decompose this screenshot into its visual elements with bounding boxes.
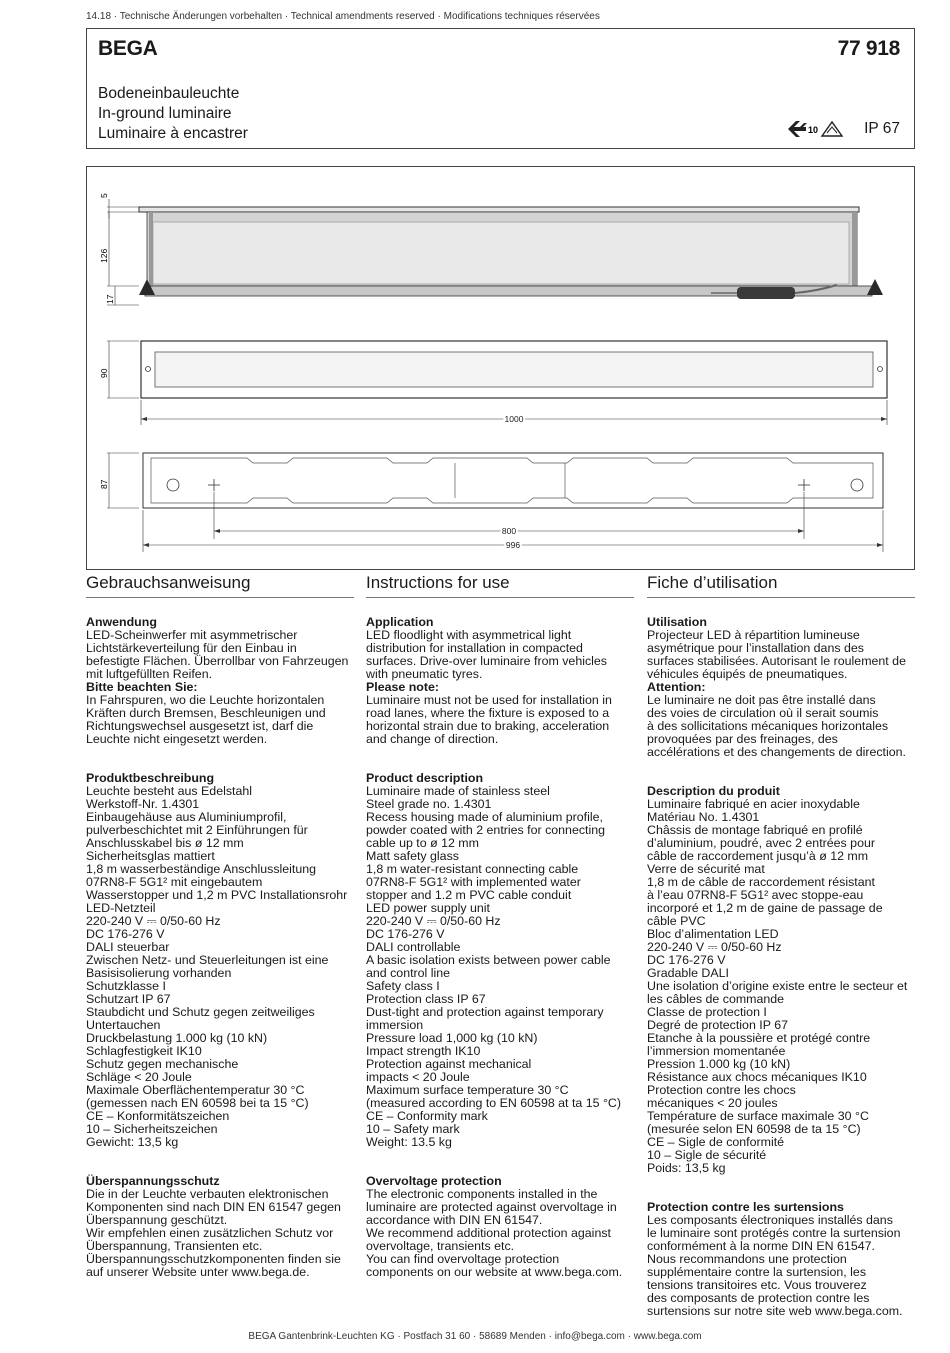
technical-drawing	[86, 166, 915, 570]
text-line: Lichtstärkeverteilung für den Einbau in	[86, 641, 297, 655]
text-line: Impact strength IK10	[366, 1044, 481, 1058]
text-line: Untertauchen	[86, 1018, 161, 1032]
text-line: distribution for installation in compacted	[366, 641, 583, 655]
text-line: 10 – Safety mark	[366, 1122, 460, 1136]
text-line: Überspannungsschutzkomponenten finden sie	[86, 1252, 341, 1266]
text-line: mécaniques < 20 joules	[647, 1096, 778, 1110]
column-heading: Gebrauchsanweisung	[86, 572, 354, 598]
text-line: with pneumatic tyres.	[366, 667, 483, 681]
text-line: Wasserstopper und 1,2 m PVC Installationsrohr	[86, 888, 348, 902]
text-line: pulverbeschichtet mit 2 Einführungen für	[86, 823, 308, 837]
text-line: Sicherheitsglas mattiert	[86, 849, 215, 863]
text-line: des composants de protection contre les	[647, 1291, 870, 1305]
section-title: Utilisation	[647, 615, 707, 629]
text-line: Résistance aux chocs mécaniques IK10	[647, 1070, 867, 1084]
base-view	[99, 453, 883, 552]
text-line: surfaces. Drive-over luminaire from vehicles	[366, 654, 608, 668]
text-line: road lanes, where the fixture is exposed to a	[366, 706, 610, 720]
dim-base-height: 87	[99, 479, 109, 489]
text-line: surtensions sur notre site web www.bega.com.	[647, 1304, 903, 1318]
dim-front-height: 90	[99, 368, 109, 378]
text-line: Pression 1.000 kg (10 kN)	[647, 1057, 791, 1071]
text-line: powder coated with 2 entries for connecting	[366, 823, 606, 837]
text-line: In Fahrspuren, wo die Leuchte horizontalen	[86, 693, 325, 707]
section-title: Attention:	[647, 680, 706, 694]
brand-name: BEGA	[98, 37, 158, 60]
section-spacer	[366, 1149, 634, 1175]
column-fr	[647, 572, 915, 1318]
text-line: Luminaire fabriqué en acier inoxydable	[647, 797, 860, 811]
text-line: Gradable DALI	[647, 966, 729, 980]
title-de: Bodeneinbauleuchte	[98, 85, 240, 102]
text-line: Kräften durch Bremsen, Beschleunigen und	[86, 706, 326, 720]
section-title: Produktbeschreibung	[86, 771, 215, 785]
text-line: Weight: 13.5 kg	[366, 1135, 452, 1149]
dim-base-length: 996	[505, 540, 521, 550]
text-line: Überspannung geschützt.	[86, 1213, 228, 1227]
text-line: provoquées par des freinages, des	[647, 732, 838, 746]
text-line: A basic isolation exists between power cable	[366, 953, 611, 967]
text-line: 220-240 V ⎓ 0/50-60 Hz	[366, 914, 501, 928]
text-line: Komponenten sind nach DIN EN 61547 gegen	[86, 1200, 341, 1214]
text-line: 1,8 m water-resistant connecting cable	[366, 862, 579, 876]
text-line: accordance with DIN EN 61547.	[366, 1213, 543, 1227]
text-line: (gemessen nach EN 60598 bei ta 15 °C)	[86, 1096, 309, 1110]
text-line: accélérations et des changements de direction.	[647, 745, 906, 759]
column-de	[86, 572, 354, 1279]
dim-front-length: 1000	[504, 414, 524, 424]
text-line: véhicules équipés de pneumatiques.	[647, 667, 848, 681]
text-line: les câbles de commande	[647, 992, 785, 1006]
text-line: overvoltage, transients etc.	[366, 1239, 515, 1253]
text-line: Le luminaire ne doit pas être installé dans	[647, 693, 876, 707]
text-line: Basisisolierung vorhanden	[86, 966, 232, 980]
text-line: Dust-tight and protection against temporary	[366, 1005, 604, 1019]
text-line: DALI steuerbar	[86, 940, 170, 954]
section-spacer	[647, 1175, 915, 1201]
ip-rating: IP 67	[864, 120, 900, 137]
text-line: (mesurée selon EN 60598 de ta 15 °C)	[647, 1122, 861, 1136]
text-line: cable up to ø 12 mm	[366, 836, 479, 850]
text-line: Une isolation d’origine existe entre le secteur et	[647, 979, 908, 993]
text-line: Schutzart IP 67	[86, 992, 171, 1006]
text-line: and change of direction.	[366, 732, 499, 746]
title-fr: Luminaire à encastrer	[98, 125, 248, 142]
text-line: Les composants électroniques installés dans	[647, 1213, 893, 1227]
text-line: Gewicht: 13,5 kg	[86, 1135, 179, 1149]
text-line: Schläge < 20 Joule	[86, 1070, 192, 1084]
section-title: Application	[366, 615, 434, 629]
header-box	[86, 28, 915, 149]
section-title: Anwendung	[86, 615, 157, 629]
enec-mark-icon	[786, 119, 844, 139]
text-line: Recess housing made of aluminium profile,	[366, 810, 603, 824]
text-line: CE – Konformitätszeichen	[86, 1109, 230, 1123]
text-line: Degré de protection IP 67	[647, 1018, 788, 1032]
text-line: We recommend additional protection against	[366, 1226, 611, 1240]
text-line: Maximum surface temperature 30 °C	[366, 1083, 569, 1097]
text-line: impacts < 20 Joule	[366, 1070, 470, 1084]
text-line: Nous recommandons une protection	[647, 1252, 847, 1266]
revision-note: 14.18 · Technische Änderungen vorbehalten · Technical amendments reserved · Modifications techniques réservées	[86, 11, 600, 22]
column-en	[366, 572, 634, 1279]
text-line: Die in der Leuchte verbauten elektronischen	[86, 1187, 329, 1201]
text-line: Werkstoff-Nr. 1.4301	[86, 797, 200, 811]
enec-number: 10	[808, 125, 819, 135]
text-line: 1,8 m wasserbeständige Anschlussleitung	[86, 862, 317, 876]
text-line: Maximale Oberflächentemperatur 30 °C	[86, 1083, 305, 1097]
text-line: Zwischen Netz- und Steuerleitungen ist eine	[86, 953, 329, 967]
text-line: components on our website at www.bega.com.	[366, 1265, 623, 1279]
column-heading: Instructions for use	[366, 572, 634, 598]
text-line: Richtungswechsel ausgesetzt ist, darf die	[86, 719, 314, 733]
text-line: Matt safety glass	[366, 849, 459, 863]
text-line: 1,8 m de câble de raccordement résistant	[647, 875, 875, 889]
text-line: CE – Conformity mark	[366, 1109, 488, 1123]
text-line: Protection class IP 67	[366, 992, 486, 1006]
text-line: Luminaire made of stainless steel	[366, 784, 550, 798]
section-spacer	[647, 759, 915, 785]
text-line: DC 176-276 V	[366, 927, 445, 941]
dim-base-inner: 800	[501, 526, 517, 536]
text-line: LED power supply unit	[366, 901, 490, 915]
dim-side-top: 5	[99, 193, 109, 198]
text-line: incorporé et 1,2 m de gaine de passage de	[647, 901, 883, 915]
text-line: Einbaugehäuse aus Aluminiumprofil,	[86, 810, 287, 824]
text-line: Schutz gegen mechanische	[86, 1057, 239, 1071]
text-line: Projecteur LED à répartition lumineuse	[647, 628, 860, 642]
text-line: 07RN8-F 5G1² mit eingebautem	[86, 875, 263, 889]
text-line: l’immersion momentanée	[647, 1044, 786, 1058]
text-line: Schutzklasse I	[86, 979, 166, 993]
text-line: conformément à la norme DIN EN 61547.	[647, 1239, 875, 1253]
text-line: Matériau No. 1.4301	[647, 810, 760, 824]
text-line: 07RN8-F 5G1² with implemented water	[366, 875, 581, 889]
section-title: Überspannungsschutz	[86, 1174, 220, 1188]
section-title: Product description	[366, 771, 484, 785]
text-line: DALI controllable	[366, 940, 461, 954]
text-line: stopper and 1.2 m PVC cable conduit	[366, 888, 572, 902]
section-title: Please note:	[366, 680, 439, 694]
text-line: auf unserer Website unter www.bega.de.	[86, 1265, 310, 1279]
text-line: Steel grade no. 1.4301	[366, 797, 492, 811]
text-line: des voies de circulation où il serait soumis	[647, 706, 879, 720]
text-line: LED-Netzteil	[86, 901, 156, 915]
footer-address: BEGA Gantenbrink-Leuchten KG · Postfach 31 60 · 58689 Menden · info@bega.com · www.bega.com	[248, 1331, 702, 1342]
text-line: You can find overvoltage protection	[366, 1252, 560, 1266]
front-view	[99, 341, 887, 425]
text-line: 220-240 V ⎓ 0/50-60 Hz	[647, 940, 782, 954]
text-line: câble PVC	[647, 914, 706, 928]
text-line: Leuchte besteht aus Edelstahl	[86, 784, 253, 798]
dim-side-height: 126	[99, 248, 109, 263]
section-title: Protection contre les surtensions	[647, 1200, 844, 1214]
text-line: à l’eau 07RN8-F 5G1² avec stoppe-eau	[647, 888, 864, 902]
text-line: LED floodlight with asymmetrical light	[366, 628, 572, 642]
text-line: horizontal strain due to braking, acceleration	[366, 719, 610, 733]
text-line: Druckbelastung 1.000 kg (10 kN)	[86, 1031, 268, 1045]
text-line: Pressure load 1,000 kg (10 kN)	[366, 1031, 538, 1045]
side-view	[99, 193, 883, 305]
text-line: (measured according to EN 60598 at ta 15 °C)	[366, 1096, 621, 1110]
text-line: LED-Scheinwerfer mit asymmetrischer	[86, 628, 298, 642]
text-line: Châssis de montage fabriqué en profilé	[647, 823, 863, 837]
text-line: Wir empfehlen einen zusätzlichen Schutz vor	[86, 1226, 334, 1240]
text-line: câble de raccordement jusqu’à ø 12 mm	[647, 849, 869, 863]
text-line: 10 – Sigle de sécurité	[647, 1148, 767, 1162]
certification-marks	[786, 119, 900, 139]
dim-side-bottom: 17	[105, 294, 115, 304]
text-line: CE – Sigle de conformité	[647, 1135, 785, 1149]
text-line: luminaire are protected against overvoltage in	[366, 1200, 617, 1214]
text-line: Leuchte nicht eingesetzt werden.	[86, 732, 268, 746]
text-line: d’aluminium, poudré, avec 2 entrées pour	[647, 836, 875, 850]
column-heading: Fiche d’utilisation	[647, 572, 915, 598]
text-line: le luminaire sont protégés contre la surtension	[647, 1226, 901, 1240]
text-line: befestigte Flächen. Überrollbar von Fahrzeugen	[86, 654, 349, 668]
text-line: Classe de protection I	[647, 1005, 767, 1019]
text-line: Staubdicht und Schutz gegen zeitweiliges	[86, 1005, 315, 1019]
text-line: immersion	[366, 1018, 424, 1032]
product-titles	[98, 84, 248, 144]
text-line: Etanche à la poussière et protégé contre	[647, 1031, 871, 1045]
text-line: Poids: 13,5 kg	[647, 1161, 726, 1175]
text-line: tensions transitoires etc. Vous trouverez	[647, 1278, 867, 1292]
text-line: Schlagfestigkeit IK10	[86, 1044, 202, 1058]
text-line: Protection contre les chocs	[647, 1083, 796, 1097]
section-title: Description du produit	[647, 784, 780, 798]
text-line: Anschlusskabel bis ø 12 mm	[86, 836, 244, 850]
text-line: Température de surface maximale 30 °C	[647, 1109, 869, 1123]
section-title: Bitte beachten Sie:	[86, 680, 198, 694]
text-line: asymétrique pour l’installation dans des	[647, 641, 864, 655]
section-spacer	[86, 746, 354, 772]
text-line: 220-240 V ⎓ 0/50-60 Hz	[86, 914, 221, 928]
section-title: Overvoltage protection	[366, 1174, 502, 1188]
text-line: Luminaire must not be used for installation in	[366, 693, 612, 707]
text-line: Verre de sécurité mat	[647, 862, 765, 876]
title-en: In-ground luminaire	[98, 105, 232, 122]
text-line: Protection against mechanical	[366, 1057, 532, 1071]
text-line: Bloc d’alimentation LED	[647, 927, 779, 941]
text-line: Überspannung, Transienten etc.	[86, 1239, 263, 1253]
section-spacer	[86, 1149, 354, 1175]
article-number: 77 918	[837, 37, 900, 60]
text-line: DC 176-276 V	[86, 927, 165, 941]
text-line: à des sollicitations mécaniques horizontales	[647, 719, 889, 733]
text-line: DC 176-276 V	[647, 953, 726, 967]
text-line: and control line	[366, 966, 451, 980]
text-line: 10 – Sicherheitszeichen	[86, 1122, 218, 1136]
text-line: mit luftgefüllten Reifen.	[86, 667, 213, 681]
section-spacer	[366, 746, 634, 772]
text-line: supplémentaire contre la surtension, les	[647, 1265, 867, 1279]
text-line: The electronic components installed in the	[366, 1187, 598, 1201]
text-line: surfaces stabilisées. Autorisant le roulement de	[647, 654, 906, 668]
text-line: Safety class I	[366, 979, 440, 993]
